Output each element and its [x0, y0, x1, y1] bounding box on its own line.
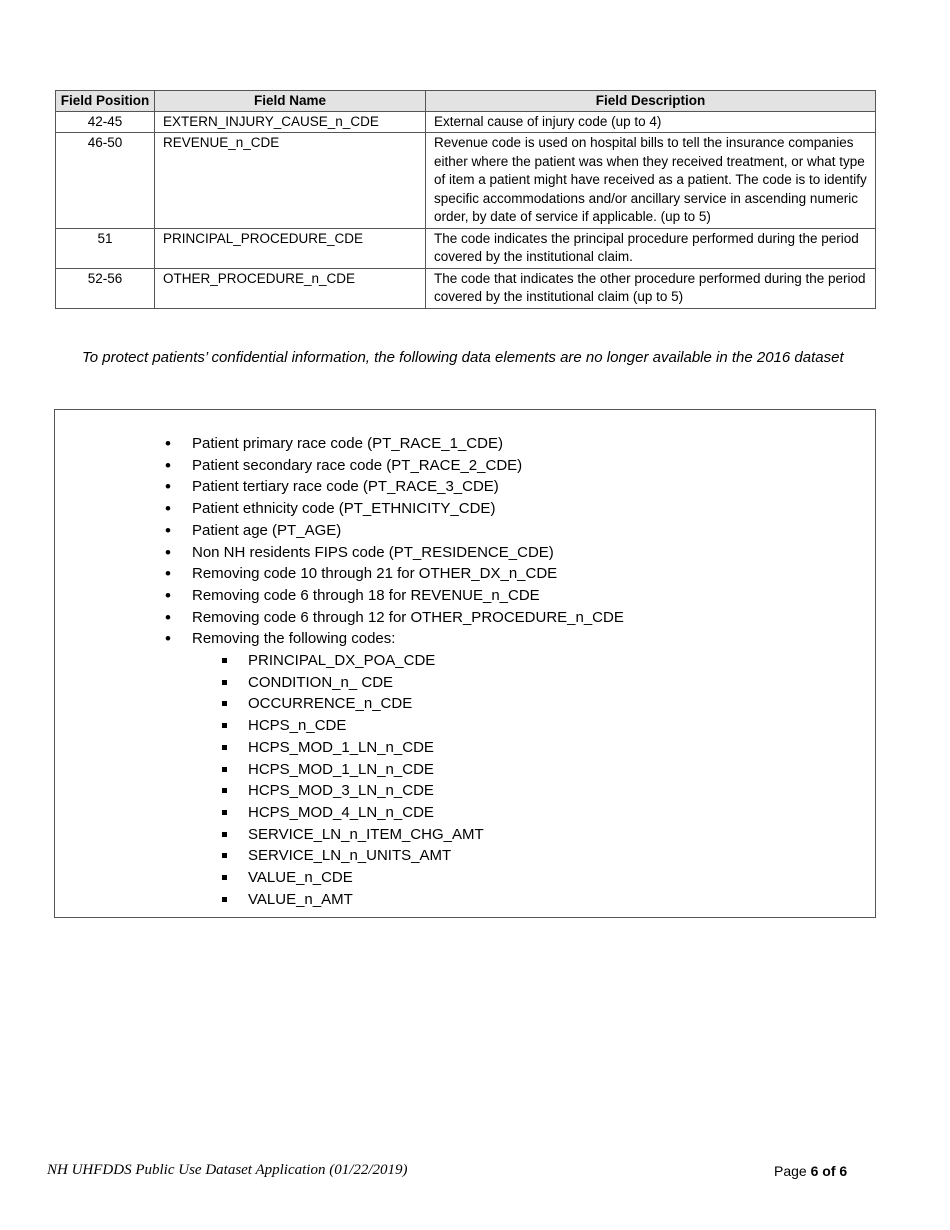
- sub-list-item: PRINCIPAL_DX_POA_CDE: [192, 650, 624, 672]
- removed-codes-sublist: [192, 650, 624, 910]
- list-item: • Removing code 6 through 12 for OTHER_PROCEDURE_n_CDE: [165, 607, 624, 629]
- list-item: [165, 628, 624, 910]
- sub-list-item: CONDITION_n_ CDE: [192, 672, 624, 694]
- header-field-position: Field Position: [56, 91, 155, 112]
- cell-position: 51: [56, 228, 155, 268]
- sub-list-item: SERVICE_LN_n_ITEM_CHG_AMT: [192, 824, 624, 846]
- table-row: [56, 268, 876, 308]
- header-field-name: Field Name: [155, 91, 426, 112]
- table-row: [56, 228, 876, 268]
- cell-description: The code indicates the principal procedure performed during the period covered by the institutional claim.: [426, 228, 876, 268]
- sub-list-item: HCPS_MOD_4_LN_n_CDE: [192, 802, 624, 824]
- page-of: of: [818, 1163, 840, 1179]
- sub-list-item: OCCURRENCE_n_CDE: [192, 693, 624, 715]
- page-total: 6: [839, 1163, 848, 1179]
- field-table: [55, 90, 876, 309]
- list-item: • Patient primary race code (PT_RACE_1_CDE): [165, 433, 624, 455]
- list-item: • Patient ethnicity code (PT_ETHNICITY_CDE): [165, 498, 624, 520]
- table-header-row: [56, 91, 876, 112]
- cell-name: REVENUE_n_CDE: [155, 133, 426, 229]
- sub-list-item: VALUE_n_CDE: [192, 867, 624, 889]
- confidentiality-notice: To protect patients’ confidential information, the following data elements are no longer available in the 2016 dataset: [82, 349, 844, 366]
- cell-position: 46-50: [56, 133, 155, 229]
- cell-name: OTHER_PROCEDURE_n_CDE: [155, 268, 426, 308]
- cell-position: 42-45: [56, 111, 155, 133]
- sub-list-item: VALUE_n_AMT: [192, 889, 624, 911]
- cell-name: PRINCIPAL_PROCEDURE_CDE: [155, 228, 426, 268]
- removed-elements-list: [165, 433, 624, 910]
- table-row: [56, 133, 876, 229]
- page-prefix: Page: [774, 1163, 811, 1179]
- sub-list-item: SERVICE_LN_n_UNITS_AMT: [192, 845, 624, 867]
- sub-list-item: HCPS_MOD_3_LN_n_CDE: [192, 780, 624, 802]
- list-item: • Patient age (PT_AGE): [165, 520, 624, 542]
- list-item-label: Removing the following codes:: [192, 630, 396, 648]
- list-item: • Removing code 6 through 18 for REVENUE_n_CDE: [165, 585, 624, 607]
- header-field-description: Field Description: [426, 91, 876, 112]
- cell-description: External cause of injury code (up to 4): [426, 111, 876, 133]
- list-item: • Patient secondary race code (PT_RACE_2_CDE): [165, 455, 624, 477]
- footer-page-number: [774, 1163, 847, 1179]
- list-item: • Removing code 10 through 21 for OTHER_DX_n_CDE: [165, 563, 624, 585]
- footer-document-title: NH UHFDDS Public Use Dataset Application (01/22/2019): [47, 1162, 408, 1178]
- sub-list-item: HCPS_MOD_1_LN_n_CDE: [192, 759, 624, 781]
- removed-elements-box: [54, 409, 876, 918]
- table-row: [56, 111, 876, 133]
- sub-list-item: HCPS_MOD_1_LN_n_CDE: [192, 737, 624, 759]
- list-item: • Patient tertiary race code (PT_RACE_3_CDE): [165, 476, 624, 498]
- cell-description: Revenue code is used on hospital bills to tell the insurance companies either where the patient was when they received treatment, or what type of item a patient might have received as a patient. The code is to identify specific accommodations and/or ancillary service in ascending numeric order, by date of service if applicable. (up to 5): [426, 133, 876, 229]
- list-item: • Non NH residents FIPS code (PT_RESIDENCE_CDE): [165, 542, 624, 564]
- sub-list-item: HCPS_n_CDE: [192, 715, 624, 737]
- page-current: 6: [810, 1163, 819, 1179]
- cell-description: The code that indicates the other procedure performed during the period covered by the institutional claim (up to 5): [426, 268, 876, 308]
- cell-position: 52-56: [56, 268, 155, 308]
- cell-name: EXTERN_INJURY_CAUSE_n_CDE: [155, 111, 426, 133]
